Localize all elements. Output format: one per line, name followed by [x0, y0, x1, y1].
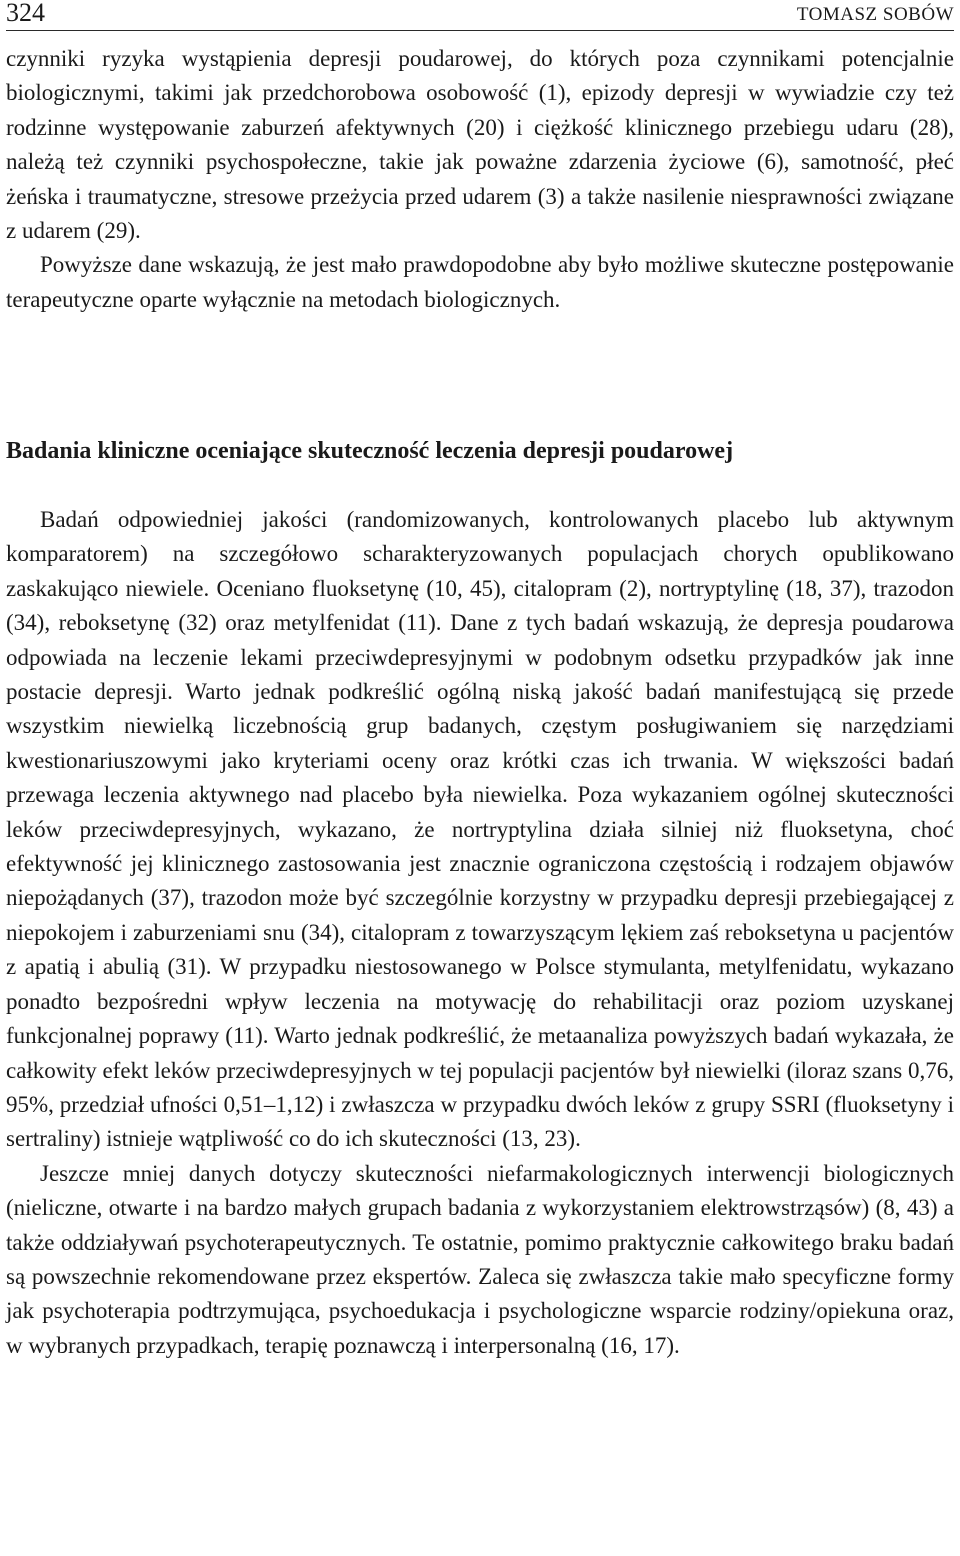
body-paragraph: Badań odpowiedniej jakości (randomizowanych, kontrolowanych placebo lub aktywnym komparatorem) na szczegółowo scharakteryzowanych populacjach chorych opublikowano zaskakująco niewiele. Oceniano fluoksetynę (10, 45), citalopram (2), nortryptylinę (18, 37), trazodon (34), reboksetynę (32) oraz metylfenidat (11). Dane z tych badań wskazują, że depresja poudarowa odpowiada na leczenie lekami przeciwdepresyjnymi w podobnym odsetku przypadków jak inne postacie depresji. Warto jednak podkreślić ogólną niską jakość badań manifestującą się przede wszystkim niewielką liczebnością grup badanych, częstym posługiwaniem się narzędziami kwestionariuszowymi jako kryteriami oceny oraz krótki czas ich trwania. W większości badań przewaga leczenia aktywnego nad placebo była niewielka. Poza wykazaniem ogólnej skuteczności leków przeciwdepresyjnych, wykazano, że nortryptylina działa silniej niż fluoksetyna, choć efektywność jej klinicznego zastosowania jest znacznie ograniczona częstością i rodzajem objawów niepożądanych (37), trazodon może być szczególnie korzystny w przypadku depresji przebiegającej z niepokojem i zaburzeniami snu (34), citalopram z towarzyszącym lękiem zaś reboksetyna u pacjentów z apatią i abulią (31). W przypadku niestosowanego w Polsce stymulanta, metylfenidatu, wykazano ponadto bezpośredni wpływ leczenia na motywację do rehabilitacji oraz poziom uzyskanej funkcjonalnej poprawy (11). Warto jednak podkreślić, że metaanaliza powyższych badań wykazała, że całkowity efekt leków przeciwdepresyjnych w tej populacji pacjentów był niewielki (iloraz szans 0,76, 95%, przedział ufności 0,51–1,12) i zwłaszcza w przypadku dwóch leków z grupy SSRI (fluoksetyny i sertraliny) istnieje wątpliwość co do ich skuteczności (13, 23).	[6, 507, 954, 1152]
continued-text-block	[6, 42, 954, 317]
body-paragraph: czynniki ryzyka wystąpienia depresji poudarowej, do których poza czynnikami potencjalnie biologicznymi, takimi jak przedchorobowa osobowość (1), epizody depresji w wywiadzie czy też rodzinne występowanie zaburzeń afektywnych (20) i ciężkość klinicznego przebiegu udaru (28), należą też czynniki psychospołeczne, takie jak poważne zdarzenia życiowe (6), samotność, płeć żeńska i traumatyczne, stresowe przeżycia przed udarem (3) a także nasilenie niesprawności związane z udarem (29).	[6, 46, 954, 244]
page-number: 324	[6, 0, 45, 27]
section-heading: Badania kliniczne oceniające skuteczność leczenia depresji poudarowej	[6, 438, 734, 464]
running-header	[6, 0, 954, 31]
running-head-author: TOMASZ SOBÓW	[796, 4, 954, 25]
body-paragraph: Jeszcze mniej danych dotyczy skuteczności niefarmakologicznych interwencji biologicznych (nieliczne, otwarte i na bardzo małych grupach badania z wykorzystaniem elektrowstrząsów) (8, 43) a także oddziaływań psychoterapeutycznych. Te ostatnie, pomimo praktycznie całkowitego braku badań są powszechnie rekomendowane przez ekspertów. Zaleca się zwłaszcza takie mało specyficzne formy jak psychoterapia podtrzymująca, psychoedukacja i psychologiczne wsparcie rodziny/opiekuna oraz, w wybranych przypadkach, terapię poznawczą i interpersonalną (16, 17).	[6, 1160, 954, 1358]
section-text-block	[6, 503, 954, 1363]
body-paragraph: Powyższe dane wskazują, że jest mało prawdopodobne aby było możliwe skuteczne postępowanie terapeutyczne oparte wyłącznie na metodach biologicznych.	[6, 252, 954, 312]
